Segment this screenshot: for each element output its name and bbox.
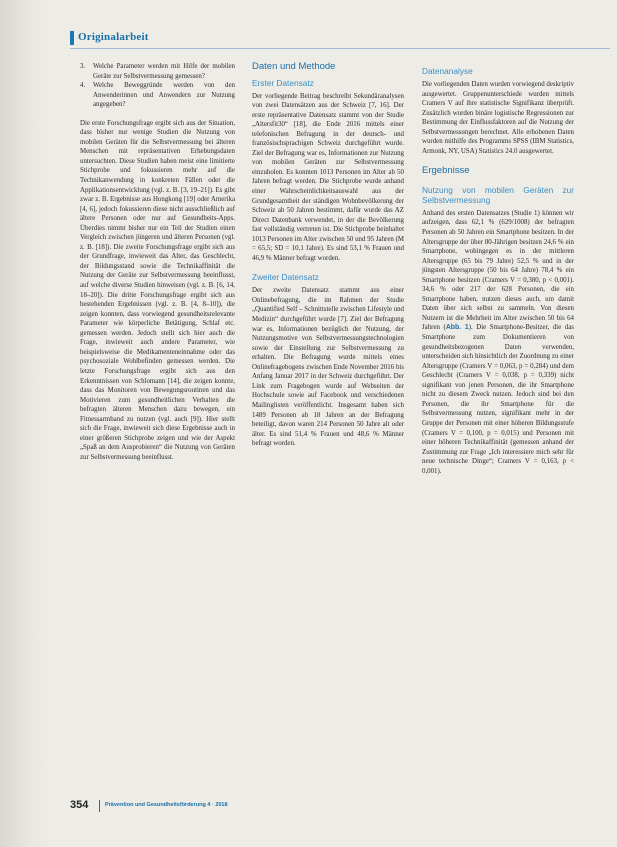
section-heading-methods: Daten und Methode xyxy=(252,61,336,72)
section-title: Originalarbeit xyxy=(78,31,149,43)
column-2 xyxy=(252,62,404,449)
body-text: ). Die Smartphone-Besitzer, die das Smartphone zum Dokumentieren von gesundheitsbezogenen Daten verwenden, unterscheiden sich hinsichtlich der Zuordnung zu einer Altersgruppe (Cramers V = 0,063, p = 0,284) und dem Geschlecht (Cramers V = 0,038, p = 0,339) nicht signifikant von jenen Personen, die ihr Smartphone nicht zu diesem Zweck nutzen. Jedoch sind bei den Personen, die ihr Smartphone für die Selbstvermessung nutzen, signifikant mehr in der Gruppe der Personen mit einer höheren Bildungsstufe (Cramers V = 0,100, p = 0,015) und Personen mit einer höheren Technikaffinität (gemessen anhand der Zustimmung zur Frage „Ich interessiere mich sehr für neue technische Dinge“; Cramers V = 0,163, p < 0,001). xyxy=(422,324,574,475)
subheading-first-dataset: Erster Datensatz xyxy=(252,77,314,88)
header-rule xyxy=(70,48,610,49)
column-1 xyxy=(80,62,235,462)
list-text: Welche Beweggründe werden von den Anwenderinnen und Anwendern zur Nutzung angegeben? xyxy=(93,82,235,109)
subheading-second-dataset: Zweiter Datensatz xyxy=(252,272,319,283)
body-paragraph xyxy=(422,209,574,476)
section-heading-results: Ergebnisse xyxy=(422,165,470,177)
page-binding-shadow xyxy=(0,0,52,847)
body-paragraph: Der zweite Datensatz stammt aus einer Onlinebefragung, die im Rahmen der Studie „Quantified Self – Schnittstelle zwischen Lifestyle und Medizin“ durchgeführt wurde [7]. Ziel der Befragung war es, Informationen bezüglich der Nutzung, der Nutzungsmotive von Selbstvermessungstechnologien sowie der Einstellung zur Selbstvermessung zu erhalten. Die Befragung wurde mittels eines Onlinefragebogens zwischen Ende November 2016 bis Anfang Januar 2017 in der Schweiz durchgeführt. Der Link zum Fragebogen wurde auf Webseiten der Hochschule sowie auf Facebook und verschiedenen Mailinglisten veröffentlicht. Insgesamt haben sich 1489 Personen ab 18 Jahren an der Befragung beteiligt, davon waren 214 Personen 50 Jahre alt oder älter. Es sind 51,4 % Frauen und 48,6 % Männer befragt worden. xyxy=(252,287,404,448)
list-text: Welche Parameter werden mit Hilfe der mobilen Geräte zur Selbstvermessung gemessen? xyxy=(93,63,235,80)
subheading-device-usage: Nutzung von mobilen Geräten zur Selbstvermessung xyxy=(422,184,574,205)
section-marker xyxy=(70,31,74,45)
body-text: Anhand des ersten Datensatzes (Studie 1) können wir aufzeigen, dass 62,1 % (629/1008) der befragten Personen ab 50 Jahren ein Smartphone besitzen. In der Altersgruppe der über 80-Jährigen besitzen 24,6 % ein Smartphone, wohingegen es in der mittleren Altersgruppe (65 bis 79 Jahre) 52,5 % und in der jüngsten Altersgruppe (50 bis 64 Jahre) 78,4 % ein Smartphone besitzen (Cramers V = 0,380, p < 0,001). 34,6 % oder 217 der 628 Personen, die ein Smartphone haben, nutzen dieses auch, um damit Daten über sich selbst zu sammeln. Von diesen Nutzern ist die Mehrheit im Alter zwischen 50 bis 64 Jahren ( xyxy=(422,209,574,332)
list-number: 3. xyxy=(80,63,86,70)
list-number: 4. xyxy=(80,82,86,90)
footer-separator xyxy=(99,800,100,812)
column-3 xyxy=(422,62,574,476)
body-paragraph: Der vorliegende Beitrag beschreibt Sekundäranalysen von zwei Datensätzen aus der Schweiz [7, 16]. Der erste repräsentative Datensatz stammt von der Studie „Altersfit30“ [18], die Ende 2016 mittels einer telefonischen Befragung in der deutsch- und französischsprachigen Schweiz durchgeführt wurde. Ziel der Befragung war es, Informationen zur Nutzung von mobilen Geräten zur Selbstvermessung einzuholen. Es konnten 1013 Personen im Alter ab 50 Jahren befragt werden. Die Stichprobe wurde anhand einer Wahrscheinlichkeitsauswahl aus der Grundgesamtheit der ständigen Wohnbevölkerung der Schweiz ab 50 Jahren bestimmt, dafür wurde das AZ Direct Datenbank verwendet, in der die Bevölkerung fast vollständig vertreten ist. Die Stichprobe beinhaltet 1013 Personen im Alter zwischen 50 und 95 Jahren (M = 65,5; SD = 10,1 Jahre). Es sind 53,1 % Frauen und 46,9 % Männer befragt worden. xyxy=(252,92,404,262)
list-item xyxy=(80,81,235,110)
journal-citation: Prävention und Gesundheitsförderung 4 · 2018 xyxy=(105,801,228,808)
body-paragraph: Die vorliegenden Daten wurden vorwiegend deskriptiv ausgewertet. Gruppenunterschiede wurden mittels Cramers V auf ihre statistische Signifikanz überprüft. Zusätzlich wurden binäre logistische Regressionen zur Bestimmung der Einflussfaktoren auf die Nutzung der Selbstvermessungen berechnet. Alle erhobenen Daten wurden mithilfe des Programms SPSS (IBM Statistics, Armonk, NY, USA) Statistics 24.0 ausgewertet. xyxy=(422,81,574,155)
figure-reference-link[interactable]: Abb. 1 xyxy=(445,324,469,332)
subheading-data-analysis: Datenanalyse xyxy=(422,66,473,76)
body-paragraph: Die erste Forschungsfrage ergibt sich aus der Situation, dass bisher nur wenige Studien die Nutzung von mobilen Geräten für die Selbstvermessung bei älteren Menschen mit repräsentativen Erhebungsdaten untersuchten. Diese Studien haben meist eine limitierte Stichprobe und fokussieren mehr auf die Technikanwendung in konkreten Fällen oder die Applikationsentwicklung (vgl. z. B. [3, 19–21]). Es gibt zwar z. B. Ergebnisse aus Hongkong [19] oder Amerika [4, 6], jedoch fokussieren diese nicht ausschließlich auf ältere Personen oder nur auf Gesundheits-Apps. Überdies nimmt bisher nur ein Teil der Studien einen Vergleich zwischen jüngeren und älteren Personen (vgl. z. B. [18]). Die zweite Forschungsfrage ergibt sich aus der Grundfrage, inwieweit das Alter, das Geschlecht, der Bildungsstand sowie die Technikaffinität die Nutzung der Geräte zur Selbstvermessung beeinflusst, auf welche diverse Studien hinweisen (vgl. z. B. [6, 14, 18–20]). Die dritte Forschungsfrage ergibt sich aus bestehenden Ergebnissen (vgl. z. B. [4, 8–10]), die zeigen konnten, dass vorwiegend gesundheitsrelevante Parameter wie körperliche Betätigung, Schlaf etc. gemessen werden. Jedoch stellt sich hier auch die Frage, inwieweit auch andere Parameter, wie beispielsweise die Medikamenteneinnahme oder das psychosoziale Wohlbefinden gemessen werden. Die letzte Forschungsfrage ergibt sich aus den Erkenntnissen von Schlomann [14], die zeigen konnte, dass das Monitoren von Bewegungsroutinen und das Motivieren zum gesundheitlichen Verhalten die befragten älteren Menschen dazu bewegen, ein Fitnessarmband zu nutzen (vgl. auch [9]). Hier stellt sich die Frage, inwieweit sich diese Ergebnisse auch in einer größeren Stichprobe zeigen und wie der Aspekt „Spaß an dem Ausprobieren“ die Nutzung von Geräten zur Selbstvermessung beeinflusst. xyxy=(80,119,235,461)
list-item xyxy=(80,62,235,81)
page-number: 354 xyxy=(70,799,89,811)
